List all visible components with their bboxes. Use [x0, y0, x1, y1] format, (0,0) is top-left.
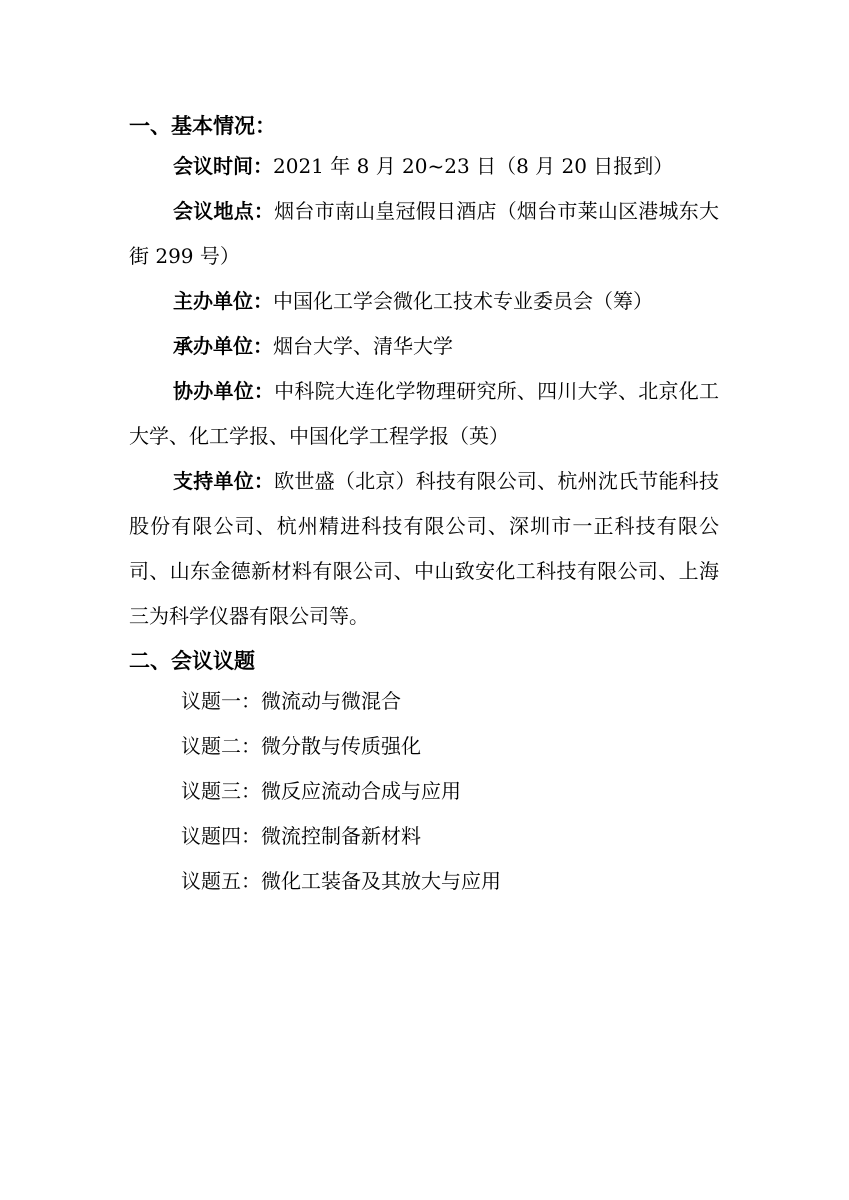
meeting-location: [129, 189, 719, 279]
host-value: 烟台大学、清华大学: [273, 334, 453, 358]
organizer: [129, 279, 719, 324]
organizer-label: 主办单位：: [173, 289, 273, 313]
host-label: 承办单位：: [173, 334, 273, 358]
co-organizer-label: 协办单位：: [173, 379, 275, 403]
topic-item-5: 议题五：微化工装备及其放大与应用: [181, 869, 501, 893]
topic-item-4: 议题四：微流控制备新材料: [181, 824, 421, 848]
meeting-time: [129, 144, 719, 189]
topic-item-3: 议题三：微反应流动合成与应用: [181, 779, 461, 803]
supporter: [129, 459, 719, 639]
supporter-label: 支持单位：: [173, 469, 275, 493]
meeting-time-value: 2021 年 8 月 20~23 日（8 月 20 日报到）: [273, 154, 674, 178]
organizer-value: 中国化工学会微化工技术专业委员会（筹）: [273, 289, 653, 313]
section-heading-topics: 二、会议议题: [129, 648, 255, 673]
topic-item-1: 议题一：微流动与微混合: [181, 689, 401, 713]
supporter-value: 欧世盛（北京）科技有限公司、杭州沈氏节能科技股份有限公司、杭州精进科技有限公司、深圳市一正科技有限公司、山东金德新材料有限公司、中山致安化工科技有限公司、上海三为科学仪器有限公司等。: [129, 469, 720, 628]
document-content: [129, 108, 719, 904]
host: [129, 324, 719, 369]
meeting-time-label: 会议时间：: [173, 154, 273, 178]
meeting-location-label: 会议地点：: [173, 199, 275, 223]
topic-list: [129, 679, 719, 904]
co-organizer: [129, 369, 719, 459]
topic-item-2: 议题二：微分散与传质强化: [181, 734, 421, 758]
meeting-location-value: 烟台市南山皇冠假日酒店（烟台市莱山区港城东大街 299 号）: [129, 199, 720, 268]
section-heading-basic-info: 一、基本情况：: [129, 113, 276, 138]
co-organizer-value: 中科院大连化学物理研究所、四川大学、北京化工大学、化工学报、中国化学工程学报（英）: [129, 379, 720, 448]
